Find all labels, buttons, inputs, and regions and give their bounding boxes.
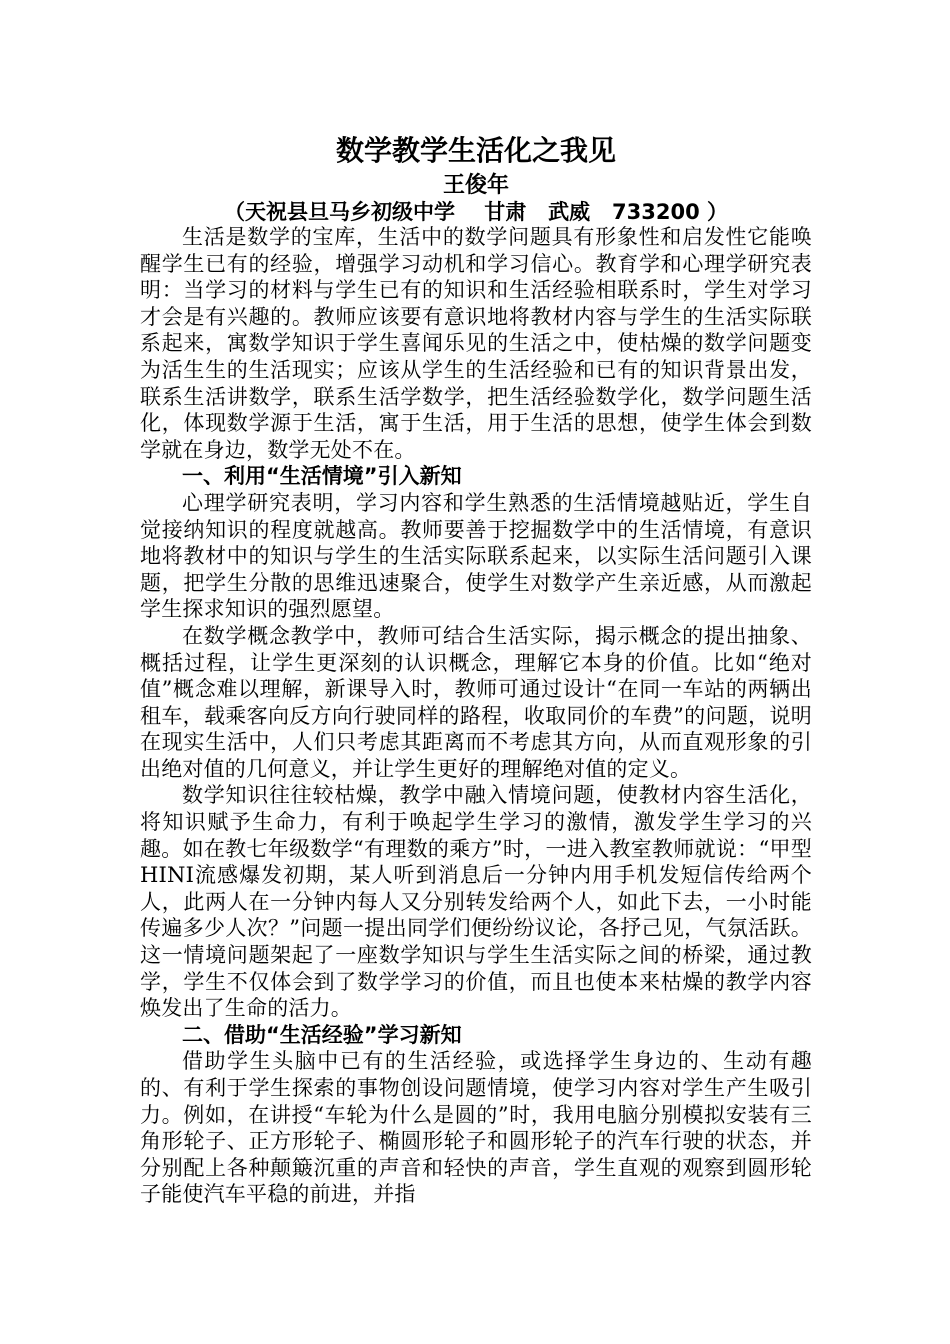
author-affiliation: （天祝县旦马乡初级中学 甘肃 武威 733200 ） bbox=[223, 200, 729, 224]
section1-paragraph-1: 心理学研究表明，学习内容和学生熟悉的生活情境越贴近，学生自觉接纳知识的程度就越高。教师要善于挖掘数学中的生活情境，有意识地将教材中的知识与学生的生活实际联系起来，以实际生活问题引入课题，把学生分散的思维迅速聚合，使学生对数学产生亲近感，从而激起学生探求知识的强烈愿望。 bbox=[140, 490, 812, 622]
section1-paragraph-3: 数学知识往往较枯燥，教学中融入情境问题，使教材内容生活化，将知识赋予生命力，有利于唤起学生学习的激情，激发学生学习的兴趣。如在教七年级数学“有理数的乘方”时，一进入教室教师就说：“甲型HINI流感爆发初期，某人听到消息后一分钟内用手机发短信传给两个人，此两人在一分钟内每人又分别转发给两个人，如此下去，一小时能传遍多少人次？”问题一提出同学们便纷纷议论，各抒己见，气氛活跃。这一情境问题架起了一座数学知识与学生生活实际之间的桥梁，通过教学，学生不仅体会到了数学学习的价值，而且也使本来枯燥的教学内容焕发出了生命的活力。 bbox=[140, 783, 812, 1021]
document-body bbox=[140, 132, 812, 1208]
document-title: 数学教学生活化之我见 bbox=[335, 134, 616, 167]
section1-paragraph-2: 在数学概念教学中，教师可结合生活实际，揭示概念的提出抽象、概括过程，让学生更深刻的认识概念，理解它本身的价值。比如“绝对值”概念难以理解，新课导入时，教师可通过设计“在同一车站的两辆出租车，载乘客向反方向行驶同样的路程，收取同价的车费”的问题，说明在现实生活中，人们只考虑其距离而不考虑其方向，从而直观形象的引出绝对值的几何意义，并让学生更好的理解绝对值的定义。 bbox=[140, 623, 812, 781]
intro-paragraph: 生活是数学的宝库，生活中的数学问题具有形象性和启发性它能唤醒学生已有的经验，增强学习动机和学习信心。教育学和心理学研究表明：当学习的材料与学生已有的知识和生活经验相联系时，学生对学习才会是有兴趣的。教师应该要有意识地将教材内容与学生的生活实际联系起来，寓数学知识于学生喜闻乐见的生活之中，使枯燥的数学问题变为活生生的生活现实；应该从学生的生活经验和已有的知识背景出发，联系生活讲数学，联系生活学数学，把生活经验数学化，数学问题生活化，体现数学源于生活，寓于生活，用于生活的思想，使学生体会到数学就在身边，数学无处不在。 bbox=[140, 225, 812, 462]
section-heading-2: 二、借助“生活经验”学习新知 bbox=[182, 1022, 462, 1047]
section2-paragraph-1: 借助学生头脑中已有的生活经验，或选择学生身边的、生动有趣的、有利于学生探索的事物创设问题情境，使学习内容对学生产生吸引力。例如，在讲授“车轮为什么是圆的”时，我用电脑分别模拟安装有三角形轮子、正方形轮子、椭圆形轮子和圆形轮子的汽车行驶的状态，并分别配上各种颠簸沉重的声音和轻快的声音，学生直观的观察到圆形轮子能使汽车平稳的前进，并指 bbox=[140, 1049, 812, 1207]
author-name: 王俊年 bbox=[442, 173, 509, 198]
section-heading-1: 一、利用“生活情境”引入新知 bbox=[182, 464, 462, 489]
